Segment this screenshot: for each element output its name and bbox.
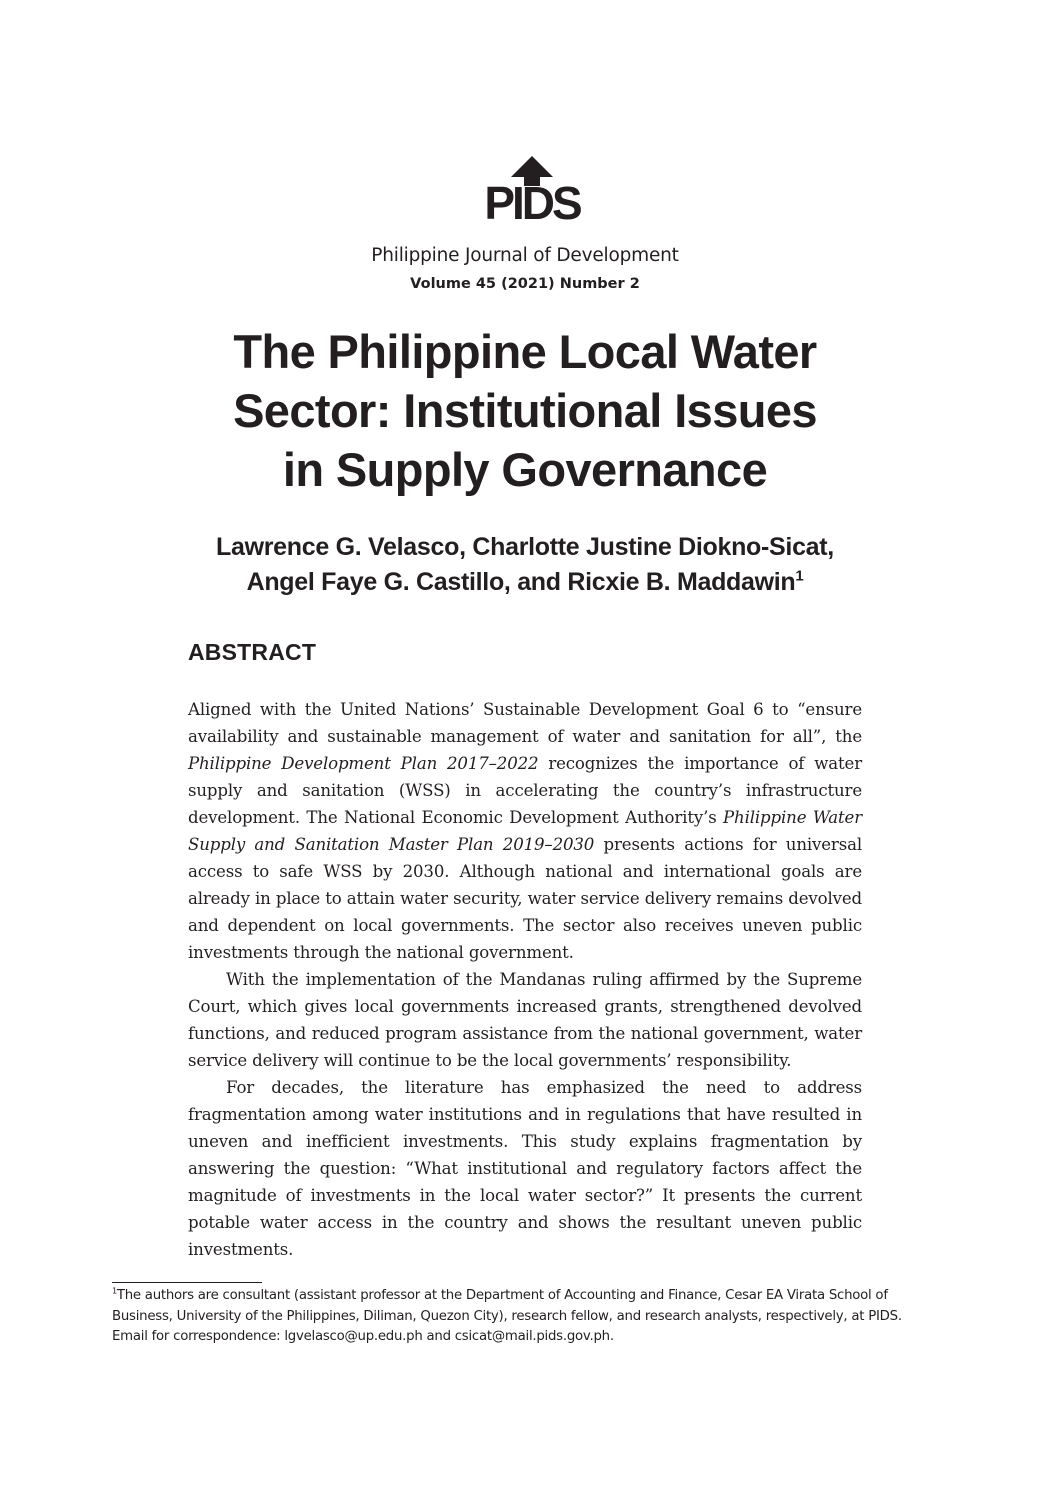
abstract-paragraph-2: With the implementation of the Mandanas ruling affirmed by the Supreme Court, which gives local governments increased grants, strengthened devolved functions, and reduced program assistance from the national government, water service delivery will continue to be the local governments’ responsibility. xyxy=(188,970,862,1070)
author-list xyxy=(120,530,930,600)
journal-name: Philippine Journal of Development xyxy=(371,245,679,266)
pids-arrow-logo-icon xyxy=(474,156,590,222)
authors-line-2: Angel Faye G. Castillo, and Ricxie B. Maddawin xyxy=(246,568,796,596)
logo-text: PIDS xyxy=(484,177,580,222)
abstract-p1-text-c: recognizes the importance of water supply and sanitation (WSS) in accelerating the country’s infrastructure development. The National Economic Development Authority’s xyxy=(188,754,862,827)
pids-logo xyxy=(474,156,590,222)
journal-issue: Volume 45 (2021) Number 2 xyxy=(410,276,640,292)
abstract-body xyxy=(188,696,862,1263)
title-line-3: in Supply Governance xyxy=(282,443,768,496)
abstract-p1-italic-pdp: Philippine Development Plan 2017–2022 xyxy=(188,754,539,773)
abstract-heading: ABSTRACT xyxy=(188,639,317,665)
authors-line-1: Lawrence G. Velasco, Charlotte Justine Diokno-Sicat, xyxy=(216,533,834,561)
footnote-text: The authors are consultant (assistant professor at the Department of Accounting and Finance, Cesar EA Virata School of Business, University of the Philippines, Diliman, Quezon City), research fellow, and research analysts, respectively, at PIDS. Email for correspondence: lgvelasco@up.edu.ph and csicat@mail.pids.gov.ph. xyxy=(112,1288,902,1344)
page-title xyxy=(150,322,900,499)
abstract-p1-text-a: Aligned with the United Nations’ Sustainable Development Goal 6 to “ensure availability and sustainable management of water and sanitation for all”, the xyxy=(188,700,862,746)
footnote-marker: 1 xyxy=(112,1286,117,1296)
title-line-2: Sector: Institutional Issues xyxy=(233,384,817,437)
author-footnote-marker[interactable]: 1 xyxy=(795,567,804,585)
abstract-paragraph-1 xyxy=(188,696,862,966)
abstract-p1-text-e: presents actions for universal access to safe WSS by 2030. Although national and international goals are already in place to attain water security, water service delivery remains devolved and dependent on local governments. The sector also receives uneven public investments through the national government. xyxy=(188,835,862,962)
footnote xyxy=(112,1286,940,1348)
abstract-p1-italic-master-plan: Philippine Water Supply and Sanitation Master Plan 2019–2030 xyxy=(188,808,862,854)
title-line-1: The Philippine Local Water xyxy=(233,325,817,378)
footnote-divider xyxy=(112,1282,262,1283)
abstract-paragraph-3: For decades, the literature has emphasized the need to address fragmentation among water institutions and in regulations that have resulted in uneven and inefficient investments. This study explains fragmentation by answering the question: “What institutional and regulatory factors affect the magnitude of investments in the local water sector?” It presents the current potable water access in the country and shows the resultant uneven public investments. xyxy=(188,1078,862,1259)
